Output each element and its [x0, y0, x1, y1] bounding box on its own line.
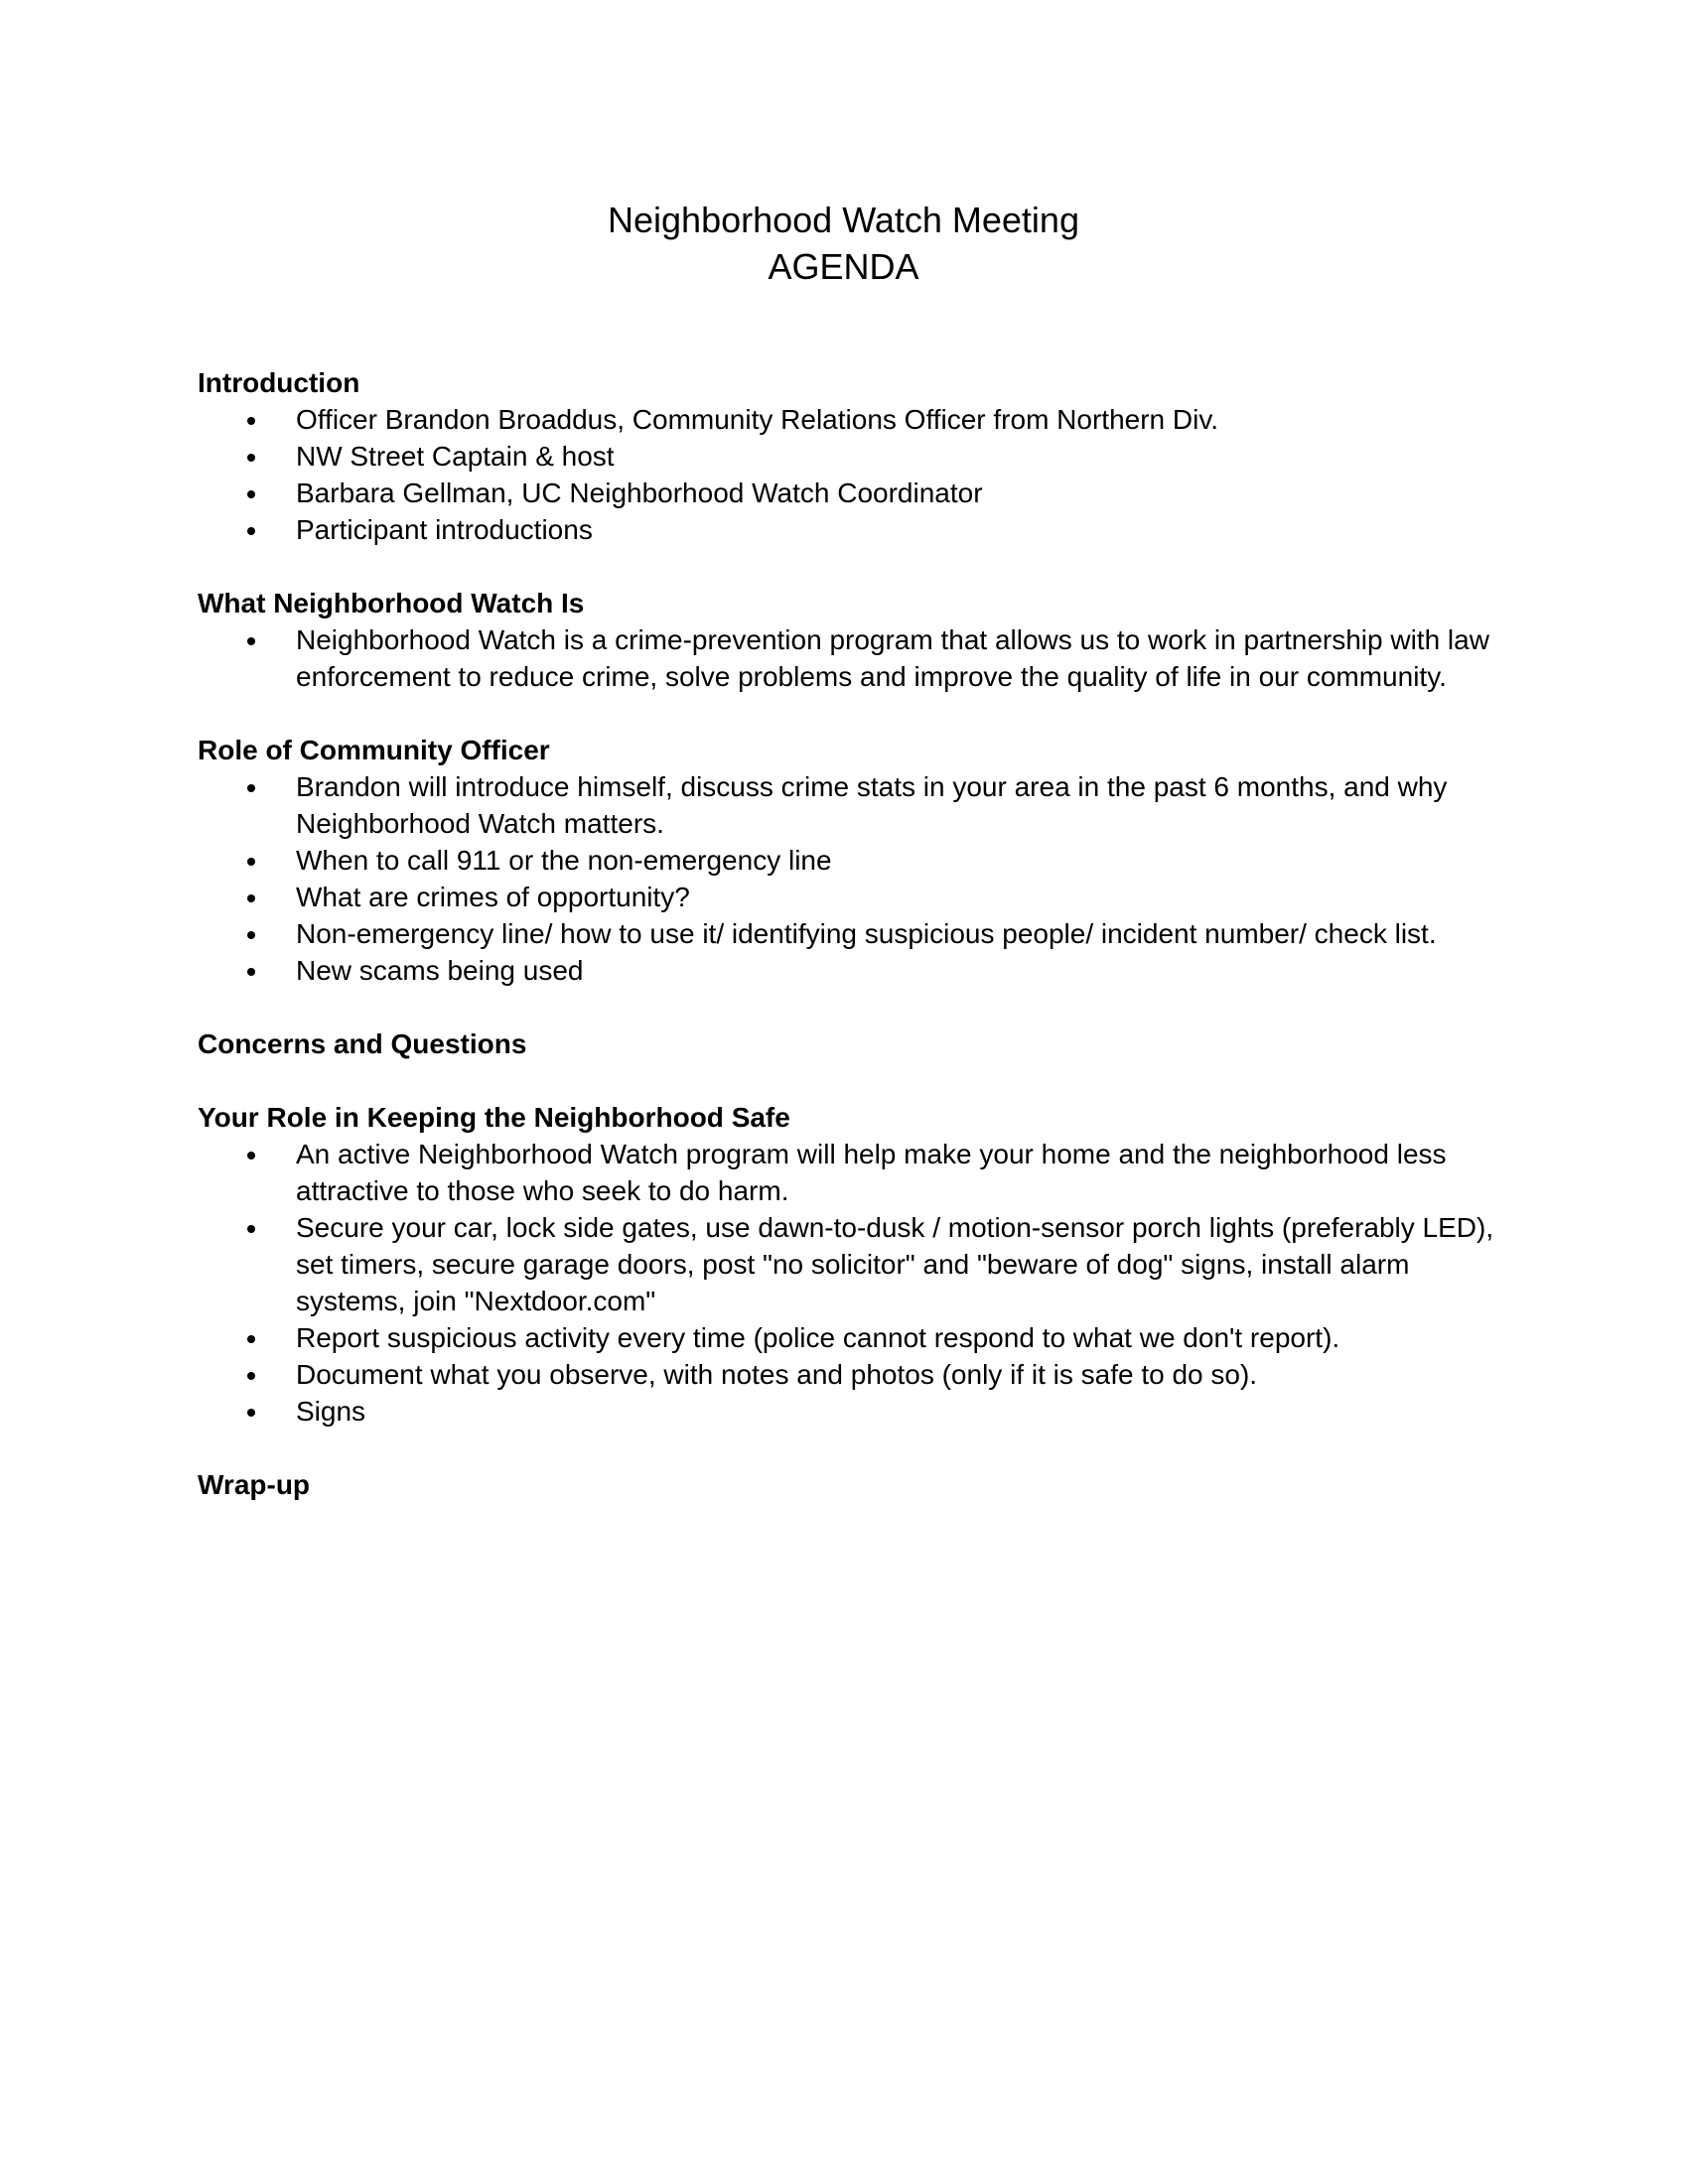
bullet-icon: [247, 490, 255, 498]
bullet-list: [198, 1136, 1508, 1430]
list-item: [198, 768, 1508, 842]
section-heading: What Neighborhood Watch Is: [198, 588, 585, 618]
section-heading: Your Role in Keeping the Neighborhood Safe: [198, 1102, 790, 1133]
list-item-text: What are crimes of opportunity?: [296, 882, 690, 912]
list-item: [198, 1393, 1508, 1430]
section-wrap-up: [198, 1466, 1508, 1503]
bullet-icon: [247, 784, 255, 792]
list-item: [198, 879, 1508, 915]
list-item-text: Neighborhood Watch is a crime-prevention program that allows us to work in partnership with law enforcement to reduce crime, solve problems and improve the quality of life in our community.: [296, 624, 1489, 692]
list-item-text: An active Neighborhood Watch program will help make your home and the neighborhood less attractive to those who seek to do harm.: [296, 1139, 1447, 1206]
list-item: [198, 1136, 1508, 1209]
bullet-icon: [247, 1225, 255, 1233]
list-item-text: Barbara Gellman, UC Neighborhood Watch Coordinator: [296, 478, 983, 508]
bullet-icon: [247, 417, 255, 425]
bullet-icon: [247, 968, 255, 976]
bullet-list: [198, 768, 1508, 989]
section-concerns-and-questions: [198, 1025, 1508, 1062]
bullet-icon: [247, 894, 255, 902]
list-item-text: NW Street Captain & host: [296, 441, 615, 472]
document-title: Neighborhood Watch Meeting: [608, 200, 1079, 240]
list-item-text: Report suspicious activity every time (police cannot respond to what we don't report).: [296, 1322, 1340, 1353]
list-item: [198, 621, 1508, 695]
bullet-icon: [247, 454, 255, 462]
bullet-icon: [247, 858, 255, 866]
list-item: [198, 915, 1508, 952]
list-item: [198, 842, 1508, 879]
bullet-list: [198, 401, 1508, 548]
section-role-of-community-officer: [198, 732, 1508, 989]
document-subtitle: AGENDA: [768, 246, 919, 287]
section-heading: Role of Community Officer: [198, 735, 550, 765]
title-block: [0, 197, 1687, 290]
list-item: [198, 401, 1508, 438]
agenda-content: [198, 364, 1508, 1540]
section-what-neighborhood-watch-is: [198, 585, 1508, 695]
section-heading: Wrap-up: [198, 1469, 311, 1500]
bullet-icon: [247, 637, 255, 645]
list-item: [198, 511, 1508, 548]
list-item: [198, 952, 1508, 989]
list-item-text: When to call 911 or the non-emergency line: [296, 845, 832, 876]
list-item: [198, 1356, 1508, 1393]
bullet-icon: [247, 1409, 255, 1417]
list-item-text: Non-emergency line/ how to use it/ identifying suspicious people/ incident number/ check list.: [296, 918, 1437, 949]
bullet-icon: [247, 1335, 255, 1343]
bullet-list: [198, 621, 1508, 695]
bullet-icon: [247, 1372, 255, 1380]
list-item-text: New scams being used: [296, 955, 584, 986]
list-item: [198, 475, 1508, 511]
section-heading: Concerns and Questions: [198, 1028, 527, 1059]
list-item: [198, 1319, 1508, 1356]
list-item-text: Document what you observe, with notes and photos (only if it is safe to do so).: [296, 1359, 1258, 1390]
bullet-icon: [247, 1152, 255, 1160]
section-introduction: [198, 364, 1508, 548]
list-item: [198, 438, 1508, 475]
list-item-text: Signs: [296, 1396, 366, 1427]
list-item: [198, 1209, 1508, 1319]
list-item-text: Secure your car, lock side gates, use dawn-to-dusk / motion-sensor porch lights (preferably LED), set timers, secure garage doors, post "no solicitor" and "beware of dog" signs, install alarm systems, join "Nextdoor.com": [296, 1212, 1494, 1316]
list-item-text: Officer Brandon Broaddus, Community Relations Officer from Northern Div.: [296, 404, 1219, 435]
list-item-text: Participant introductions: [296, 514, 593, 545]
section-heading: Introduction: [198, 367, 360, 398]
bullet-icon: [247, 527, 255, 535]
bullet-icon: [247, 931, 255, 939]
section-your-role: [198, 1099, 1508, 1430]
list-item-text: Brandon will introduce himself, discuss crime stats in your area in the past 6 months, and why Neighborhood Watch matters.: [296, 771, 1448, 839]
